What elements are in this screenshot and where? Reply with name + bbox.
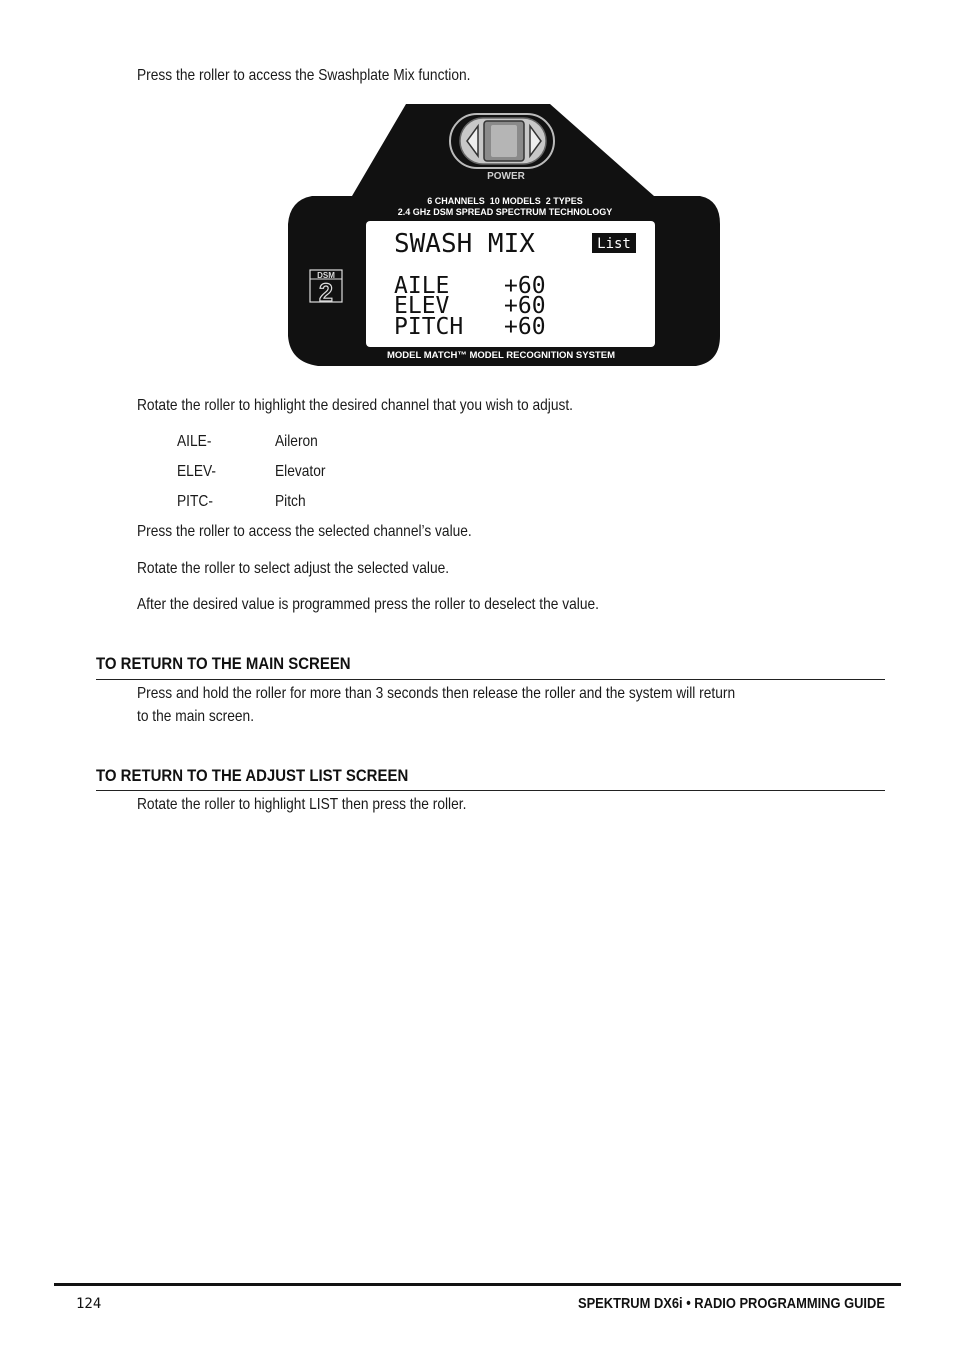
adjust-list-heading: TO RETURN TO THE ADJUST LIST SCREEN: [96, 766, 409, 785]
deselect-paragraph: After the desired value is programmed press the roller to deselect the value.: [137, 596, 599, 613]
features-line-1: 6 CHANNELS 10 MODELS 2 TYPES: [427, 196, 583, 206]
channel-code-elev: ELEV-: [177, 463, 217, 480]
guide-title: SPEKTRUM DX6i • RADIO PROGRAMMING GUIDE: [578, 1295, 885, 1312]
rotate-paragraph: Rotate the roller to highlight the desired channel that you wish to adjust.: [137, 397, 574, 414]
main-screen-rule: [96, 679, 885, 680]
lcd-title: SWASH MIX: [394, 229, 535, 259]
channel-name-aile: Aileron: [275, 433, 318, 450]
channel-code-aile: AILE-: [177, 433, 212, 450]
adjust-paragraph: Rotate the roller to select adjust the selected value.: [137, 560, 450, 577]
lcd-row-elev-name: ELEV: [394, 293, 450, 319]
channel-name-pitc: Pitch: [275, 493, 306, 510]
access-paragraph: Press the roller to access the selected channel’s value.: [137, 523, 472, 540]
footer-rule: [54, 1283, 901, 1286]
main-screen-text-1: Press and hold the roller for more than 3 seconds then release the roller and the system will return: [137, 685, 736, 702]
page-number: 124: [76, 1296, 102, 1312]
adjust-list-text: Rotate the roller to highlight LIST then press the roller.: [137, 796, 467, 813]
main-screen-text-2: to the main screen.: [137, 708, 255, 725]
channel-code-pitc: PITC-: [177, 493, 213, 510]
dsm-badge-number: 2: [319, 279, 333, 307]
main-screen-heading: TO RETURN TO THE MAIN SCREEN: [96, 654, 351, 673]
lcd-list-label: List: [597, 236, 631, 252]
power-label: POWER: [487, 171, 525, 182]
lcd-row-aile-name: AILE: [394, 273, 450, 299]
features-line-2: 2.4 GHz DSM SPREAD SPECTRUM TECHNOLOGY: [397, 207, 613, 217]
lcd-row-aile-value[interactable]: +60: [504, 273, 546, 299]
model-match-label: MODEL MATCH™ MODEL RECOGNITION SYSTEM: [386, 350, 616, 361]
dsm-badge-top: DSM: [317, 271, 335, 280]
radio-display-illustration: [288, 104, 722, 370]
lcd-row-elev-value[interactable]: +60: [504, 293, 546, 319]
lcd-row-pitch-value[interactable]: +60: [504, 314, 546, 340]
lcd-row-pitch-name: PITCH: [394, 314, 464, 340]
channel-name-elev: Elevator: [275, 463, 326, 480]
adjust-list-rule: [96, 790, 885, 791]
intro-paragraph: Press the roller to access the Swashplate Mix function.: [137, 67, 471, 84]
dsm2-logo: [310, 270, 342, 307]
